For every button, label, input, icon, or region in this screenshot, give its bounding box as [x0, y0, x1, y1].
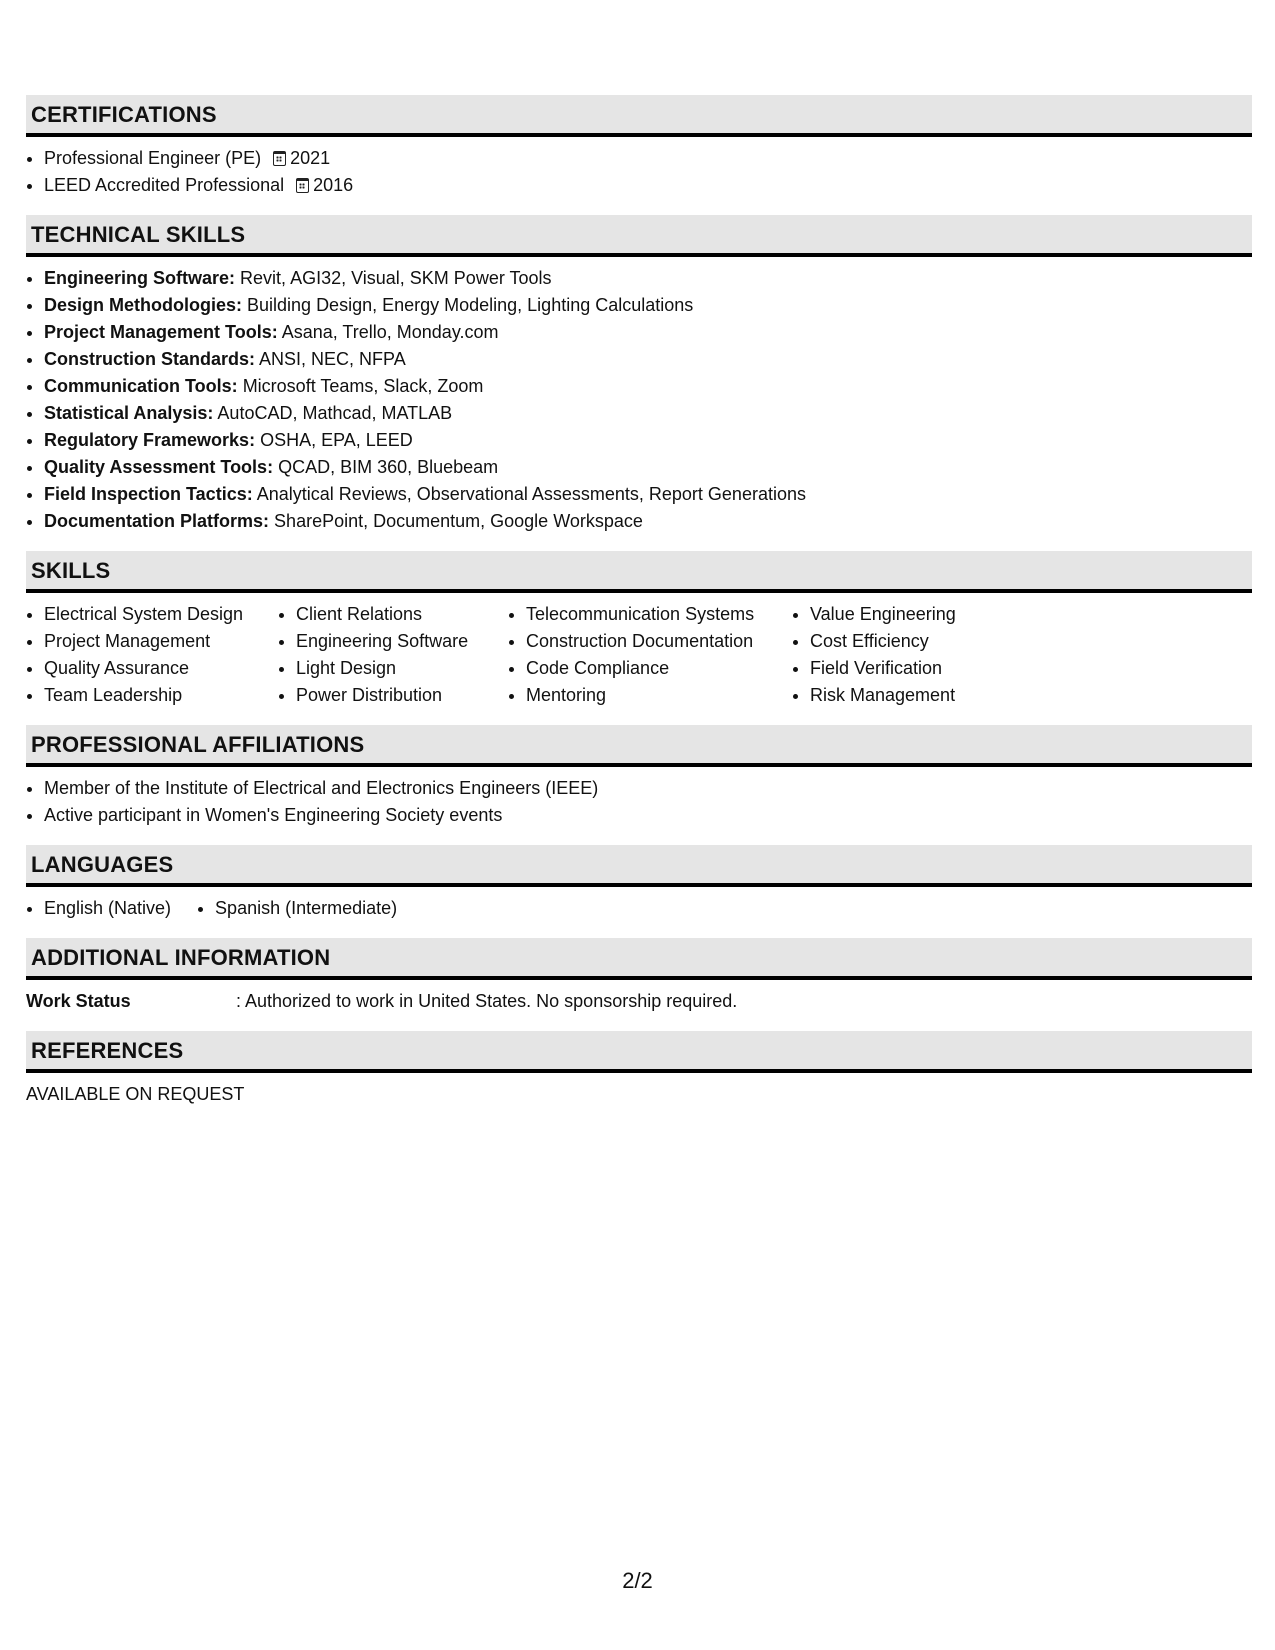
calendar-icon	[273, 151, 286, 166]
list-item: • Risk Management	[810, 682, 1010, 709]
skill-label: Project Management Tools:	[44, 322, 278, 342]
list-item	[44, 400, 1252, 427]
list-item: • Light Design	[296, 655, 508, 682]
skill-label: Quality Assessment Tools:	[44, 457, 274, 477]
work-status-label: Work Status	[26, 991, 131, 1011]
skill-label: Regulatory Frameworks:	[44, 430, 256, 450]
skill-value: ANSI, NEC, NFPA	[259, 349, 406, 369]
certification-year: 2016	[313, 175, 354, 195]
list-item	[44, 454, 1252, 481]
section-header: TECHNICAL SKILLS	[26, 215, 1252, 257]
skill-label: Construction Standards:	[44, 349, 256, 369]
skill-value: Asana, Trello, Monday.com	[281, 322, 499, 342]
list-item: • Spanish (Intermediate)	[215, 895, 397, 922]
skills-section	[26, 551, 1252, 709]
skill-value: Microsoft Teams, Slack, Zoom	[242, 376, 484, 396]
skill-label: Design Methodologies:	[44, 295, 242, 315]
section-header: PROFESSIONAL AFFILIATIONS	[26, 725, 1252, 767]
section-header: REFERENCES	[26, 1031, 1252, 1073]
skill-value: Building Design, Energy Modeling, Lighting Calculations	[247, 295, 694, 315]
section-header: CERTIFICATIONS	[26, 95, 1252, 137]
list-item	[44, 346, 1252, 373]
references-section	[26, 1031, 1252, 1108]
affiliations-section	[26, 725, 1252, 829]
work-status-row	[26, 988, 1252, 1015]
list-item: • Active participant in Women's Engineering Society events	[44, 802, 1252, 829]
references-text: AVAILABLE ON REQUEST	[26, 1084, 245, 1104]
skill-label: Communication Tools:	[44, 376, 238, 396]
list-item: • Code Compliance	[526, 655, 792, 682]
skill-value: QCAD, BIM 360, Bluebeam	[278, 457, 499, 477]
languages-list	[26, 895, 1252, 922]
skill-label: Statistical Analysis:	[44, 403, 214, 423]
list-item: • Project Management	[44, 628, 278, 655]
certification-name: LEED Accredited Professional	[44, 175, 285, 195]
skills-column	[792, 601, 1010, 709]
list-item: • Field Verification	[810, 655, 1010, 682]
calendar-icon	[296, 178, 309, 193]
skills-column	[278, 601, 508, 709]
section-header: LANGUAGES	[26, 845, 1252, 887]
additional-info-section	[26, 938, 1252, 1015]
list-item	[44, 319, 1252, 346]
list-item	[44, 145, 1252, 172]
list-item: • Telecommunication Systems	[526, 601, 792, 628]
skill-value: Revit, AGI32, Visual, SKM Power Tools	[240, 268, 552, 288]
certification-year: 2021	[290, 148, 331, 168]
list-item	[44, 481, 1252, 508]
list-item: • Power Distribution	[296, 682, 508, 709]
list-item: • Team Leadership	[44, 682, 278, 709]
languages-section	[26, 845, 1252, 922]
skill-label: Field Inspection Tactics:	[44, 484, 253, 504]
list-item: • Cost Efficiency	[810, 628, 1010, 655]
section-header: SKILLS	[26, 551, 1252, 593]
list-item: • Engineering Software	[296, 628, 508, 655]
skill-value: SharePoint, Documentum, Google Workspace	[274, 511, 643, 531]
skills-column	[26, 601, 278, 709]
certifications-section	[26, 95, 1252, 199]
certification-name: Professional Engineer (PE)	[44, 148, 262, 168]
skill-value: AutoCAD, Mathcad, MATLAB	[217, 403, 453, 423]
list-item: • English (Native)	[44, 895, 171, 922]
list-item: • Member of the Institute of Electrical and Electronics Engineers (IEEE)	[44, 775, 1252, 802]
list-item: • Mentoring	[526, 682, 792, 709]
list-item: • Client Relations	[296, 601, 508, 628]
list-item	[44, 427, 1252, 454]
list-item: • Quality Assurance	[44, 655, 278, 682]
skill-value: OSHA, EPA, LEED	[260, 430, 413, 450]
list-item	[44, 172, 1252, 199]
list-item: • Electrical System Design	[44, 601, 278, 628]
list-item	[44, 508, 1252, 535]
skills-column	[508, 601, 792, 709]
resume-page	[26, 95, 1252, 1124]
list-item	[44, 292, 1252, 319]
skill-label: Documentation Platforms:	[44, 511, 270, 531]
page-number: 2/2	[622, 1568, 653, 1593]
list-item	[44, 373, 1252, 400]
work-status-value: : Authorized to work in United States. No sponsorship required.	[236, 991, 738, 1011]
list-item: • Value Engineering	[810, 601, 1010, 628]
list-item	[44, 265, 1252, 292]
section-header: ADDITIONAL INFORMATION	[26, 938, 1252, 980]
skill-label: Engineering Software:	[44, 268, 236, 288]
skill-value: Analytical Reviews, Observational Assessments, Report Generations	[256, 484, 806, 504]
skills-grid	[26, 601, 1252, 709]
technical-skills-section	[26, 215, 1252, 535]
list-item: • Construction Documentation	[526, 628, 792, 655]
